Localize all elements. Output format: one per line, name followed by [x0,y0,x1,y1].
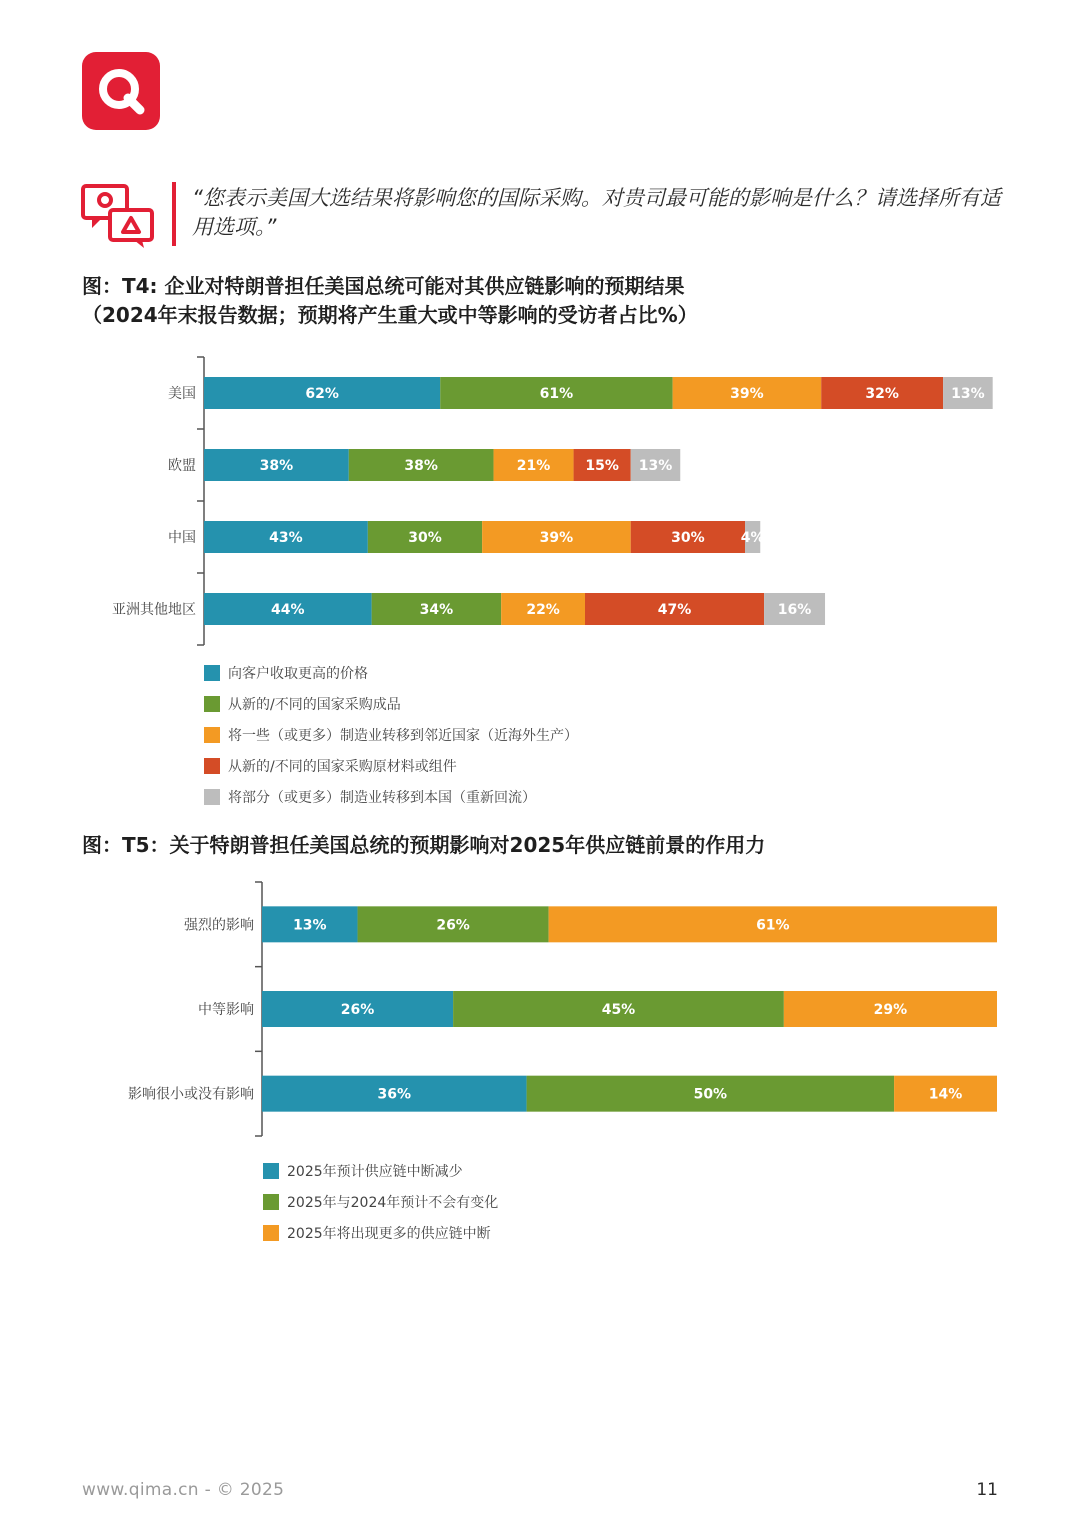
magnifier-q-icon [82,52,160,130]
data-label: 29% [873,1002,908,1018]
data-label: 16% [777,602,812,618]
chart-t4-subtitle: （2024年末报告数据；预期将产生重大或中等影响的受访者占比%） [82,303,698,327]
category-label: 中国 [168,530,196,546]
legend-item [263,1217,498,1248]
legend-label: 2025年与2024年预计不会有变化 [287,1194,499,1211]
chart-t5-title: 图：T5：关于特朗普担任美国总统的预期影响对2025年供应链前景的作用力 [82,833,766,857]
data-label: 61% [539,386,574,402]
quote-divider [172,182,176,246]
page-number: 11 [976,1480,998,1500]
speech-bubbles-icon [80,183,158,253]
data-label: 22% [526,602,560,618]
data-label: 30% [408,530,442,546]
legend-label: 向客户收取更高的价格 [228,665,368,682]
data-label: 26% [436,917,470,934]
legend-item [204,719,578,750]
legend-swatch [204,789,220,805]
data-label: 39% [539,530,574,546]
chart-t5 [0,875,1080,1145]
data-label: 50% [693,1086,728,1103]
data-label: 47% [657,602,692,618]
chart-t4 [0,350,1080,650]
data-label: 62% [305,386,339,402]
legend-item [263,1155,498,1186]
data-label: 61% [756,917,790,934]
legend-label: 2025年预计供应链中断减少 [287,1163,463,1180]
legend-item [204,750,578,781]
data-label: 38% [404,458,438,474]
legend-label: 将一些（或更多）制造业转移到邻近国家（近海外生产） [228,727,578,744]
qima-logo [82,52,160,130]
data-label: 4% [740,530,765,546]
legend-swatch [204,727,220,743]
chart-t5-legend [263,1155,498,1248]
category-label: 亚洲其他地区 [112,602,196,618]
legend-swatch [263,1163,279,1179]
legend-label: 从新的/不同的国家采购原材料或组件 [228,758,457,775]
data-label: 13% [638,458,673,474]
legend-swatch [204,758,220,774]
legend-label: 2025年将出现更多的供应链中断 [287,1225,491,1242]
data-label: 13% [293,917,327,934]
data-label: 30% [671,530,705,546]
data-label: 34% [419,602,454,618]
data-label: 13% [951,386,985,402]
category-label: 影响很小或没有影响 [128,1086,254,1103]
footer-site: www.qima.cn - © 2025 [82,1480,285,1500]
data-label: 14% [928,1086,963,1103]
data-label: 44% [271,602,305,618]
data-label: 45% [601,1002,636,1018]
data-label: 36% [377,1086,412,1103]
category-label: 美国 [168,386,196,402]
data-label: 38% [259,458,294,474]
legend-swatch [204,696,220,712]
category-label: 欧盟 [168,458,196,474]
legend-swatch [263,1194,279,1210]
legend-swatch [263,1225,279,1241]
data-label: 21% [516,458,551,474]
legend-item [263,1186,498,1217]
legend-item [204,688,578,719]
survey-question-quote: “您表示美国大选结果将影响您的国际采购。对贵司最可能的影响是什么？请选择所有适用选项。” [192,186,1001,239]
category-label: 强烈的影响 [184,917,254,934]
data-label: 15% [585,458,619,474]
legend-item [204,657,578,688]
chart-t4-legend [204,657,578,812]
data-label: 32% [865,386,899,402]
legend-swatch [204,665,220,681]
data-label: 26% [340,1002,375,1018]
category-label: 中等影响 [198,1002,254,1018]
chart-t4-title: 图：T4: 企业对特朗普担任美国总统可能对其供应链影响的预期结果 [82,274,685,298]
legend-item [204,781,578,812]
legend-label: 将部分（或更多）制造业转移到本国（重新回流） [228,789,536,806]
data-label: 39% [730,386,764,402]
legend-label: 从新的/不同的国家采购成品 [228,696,401,713]
data-label: 43% [269,530,303,546]
